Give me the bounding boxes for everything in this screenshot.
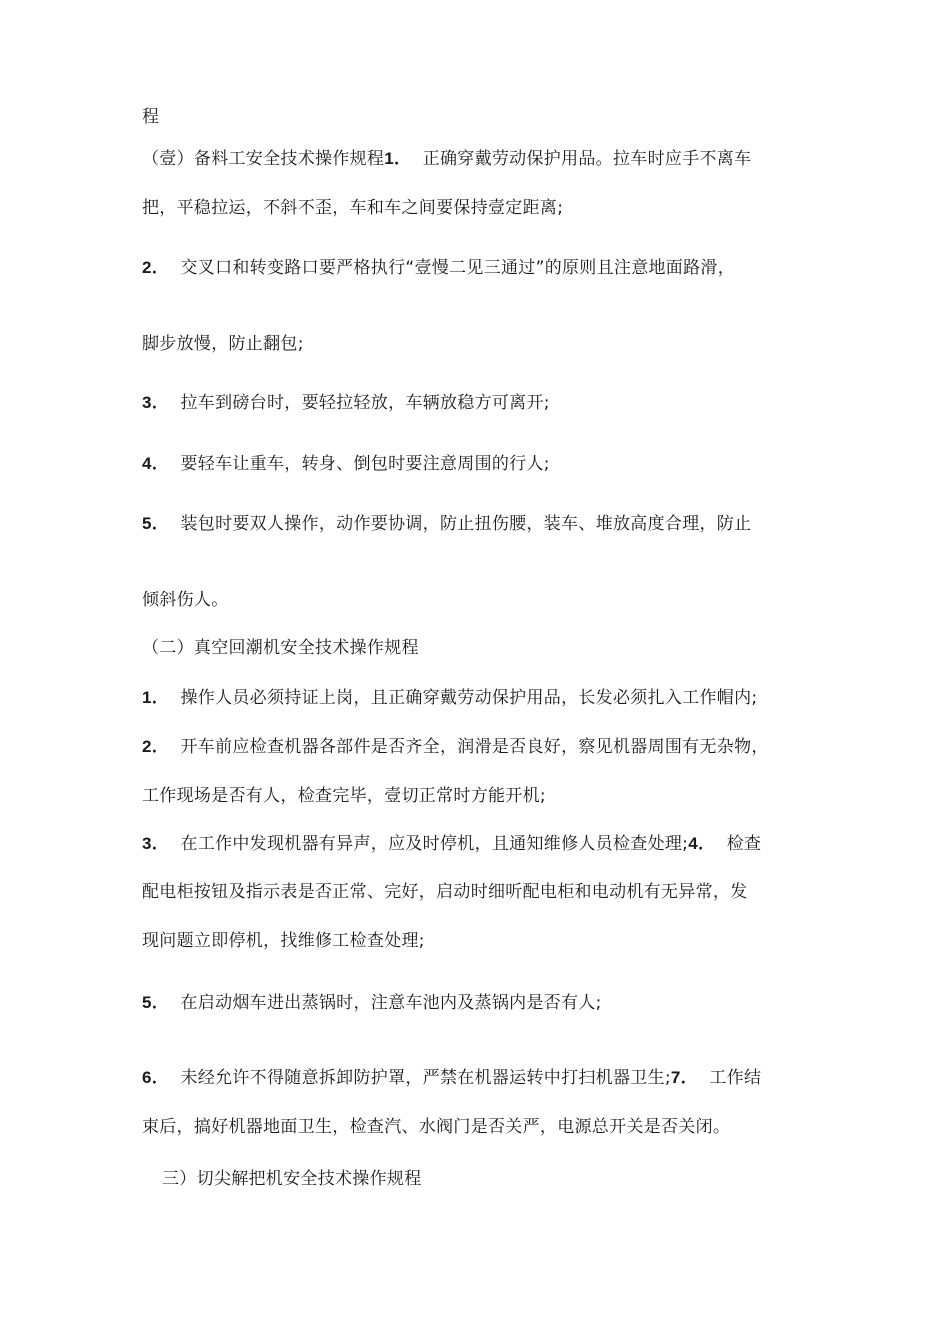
section-heading: （壹）备料工安全技术操作规程 xyxy=(142,149,385,169)
item-number: 1． xyxy=(384,149,412,168)
text-line xyxy=(142,784,546,808)
line-text: 现问题立即停机，找维修工检查处理; xyxy=(142,931,425,951)
list-item xyxy=(142,512,751,536)
item-number: 2． xyxy=(142,737,170,756)
item-text: 交叉口和转变路口要严格执行“壹慢二见三通过”的原则且注意地面路滑， xyxy=(180,258,735,278)
line-text: 工作现场是否有人，检查完毕，壹切正常时方能开机; xyxy=(142,786,546,806)
item-text: 开车前应检查机器各部件是否齐全，润滑是否良好，察见机器周围有无杂物， xyxy=(180,737,769,757)
item-number: 1． xyxy=(142,688,170,707)
item-text: 在启动烟车进出蒸锅时，注意车池内及蒸锅内是否有人; xyxy=(180,993,602,1013)
text-line xyxy=(142,196,563,220)
item-number: 3． xyxy=(142,834,170,853)
list-item xyxy=(142,256,735,280)
list-item xyxy=(142,832,761,856)
list-item xyxy=(142,1066,761,1090)
section-heading-text: （二）真空回潮机安全技术操作规程 xyxy=(142,638,419,658)
section-heading-line xyxy=(142,147,751,171)
text-line xyxy=(142,332,304,356)
item-text: 装包时要双人操作，动作要协调，防止扭伤腰，装车、堆放高度合理，防止 xyxy=(180,514,752,534)
list-item xyxy=(142,452,550,476)
text-line xyxy=(142,105,159,129)
item-number: 4． xyxy=(142,454,170,473)
item-number: 5． xyxy=(142,993,170,1012)
item-number: 4． xyxy=(688,834,716,853)
item-text: 操作人员必须持证上岗，且正确穿戴劳动保护用品，长发必须扎入工作帽内; xyxy=(180,688,758,708)
item-text: 工作结 xyxy=(709,1068,762,1088)
line-text: 倾斜伤人。 xyxy=(142,590,229,610)
item-text: 检查 xyxy=(726,834,762,854)
list-item xyxy=(142,991,602,1015)
item-number: 2． xyxy=(142,258,170,277)
item-number: 5． xyxy=(142,514,170,533)
list-item xyxy=(142,391,550,415)
item-number: 7． xyxy=(670,1068,698,1087)
line-text: 脚步放慢，防止翻包; xyxy=(142,334,304,354)
item-text: 要轻车让重车，转身、倒包时要注意周围的行人; xyxy=(180,454,550,474)
text-line xyxy=(142,1115,730,1139)
item-text: 未经允许不得随意拆卸防护罩，严禁在机器运转中打扫机器卫生; xyxy=(180,1068,671,1088)
item-number: 6． xyxy=(142,1068,170,1087)
item-text: 在工作中发现机器有异声，应及时停机，且通知维修人员检查处理; xyxy=(180,834,689,854)
list-item xyxy=(142,735,769,759)
text-line xyxy=(142,880,748,904)
line-text: 配电柜按钮及指示表是否正常、完好，启动时细听配电柜和电动机有无异常，发 xyxy=(142,882,748,902)
line-text: 程 xyxy=(142,107,160,127)
list-item xyxy=(142,686,757,710)
item-text: 正确穿戴劳动保护用品。拉车时应手不离车 xyxy=(422,149,752,169)
section-heading-text: 三）切尖解把机安全技术操作规程 xyxy=(162,1169,422,1189)
line-text: 束后，搞好机器地面卫生，检查汽、水阀门是否关严，电源总开关是否关闭。 xyxy=(142,1117,731,1137)
section-heading xyxy=(142,636,419,660)
line-text: 把，平稳拉运，不斜不歪，车和车之间要保持壹定距离; xyxy=(142,198,564,218)
item-number: 3． xyxy=(142,393,170,412)
item-text: 拉车到磅台时，要轻拉轻放，车辆放稳方可离开; xyxy=(180,393,550,413)
text-line xyxy=(142,588,229,612)
section-heading xyxy=(162,1167,422,1191)
text-line xyxy=(142,929,425,953)
